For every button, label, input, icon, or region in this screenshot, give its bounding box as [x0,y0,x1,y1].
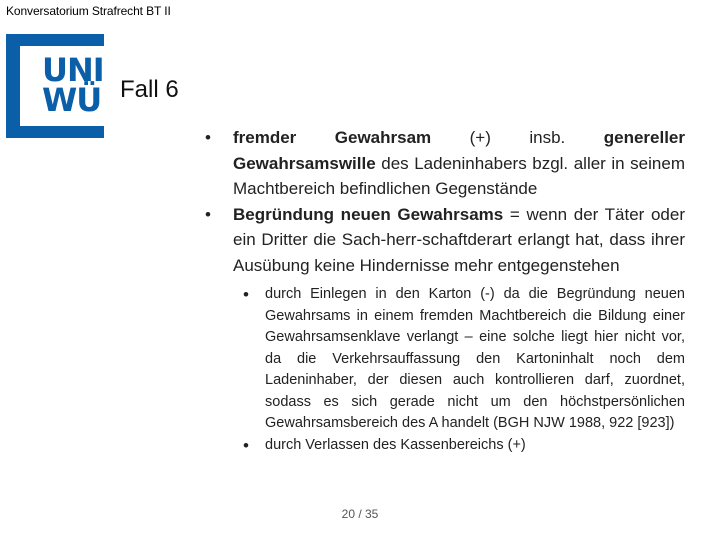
sub-bullet-list [233,284,685,456]
sub-bullet-kassenbereich [233,435,685,457]
sub-bullet-text: durch Verlassen des Kassenbereichs (+) [265,436,526,453]
sub-bullet-text: durch Einlegen in den Karton (-) da die Begründung neuen Gewahrsams in einem fremden Machtbereich die Bildung einer Gewahrsamsenklave verlangt – eine solche liegt hier nicht vor, da die Verkehrsauffassung den Kartoninhalt noch dem Ladeninhaber, der diesen auch kontrollieren darf, zuordnet, sodass es sich gerade nicht um den höchstpersönlichen Gewahrsamsbereich des A handelt (BGH NJW 1988, 922 [923]) [265,286,685,431]
bullet-begruendung [205,202,685,457]
sub-bullet-karton [233,284,685,435]
bullet-dot-icon: • [205,204,211,224]
logo-text-line-2: WÜ [42,81,102,119]
slide-title: Fall 6 [120,76,179,103]
bullet-bold-term: genereller Gewahrsamswille [233,128,685,173]
bullet-text: = wenn der Täter oder ein Dritter die Sach-herr-schaftderart erlangt hat, dass ihrer Ausübung keine Hindernisse mehr entgegenstehen [233,204,685,275]
bullet-dot-icon: • [205,128,211,147]
bullet-bold-term: fremder Gewahrsam [233,128,432,147]
bullet-dot-icon: • [243,285,249,304]
bullet-text: des Ladeninhabers bzgl. aller in seinem Machtbereich befindlichen Gegenstände [233,153,685,198]
page-number: 20 / 35 [341,507,379,521]
course-title: Konversatorium Strafrecht BT II [6,4,171,18]
slide-content [205,125,685,456]
bullet-fremder-gewahrsam [205,125,685,202]
main-bullet-list [205,125,685,456]
bullet-text: (+) insb. [431,128,604,147]
bullet-bold-term: Begründung neuen Gewahrsams [233,204,504,224]
bullet-dot-icon: • [243,435,249,455]
logo-text-line-1: UNI [42,51,104,89]
